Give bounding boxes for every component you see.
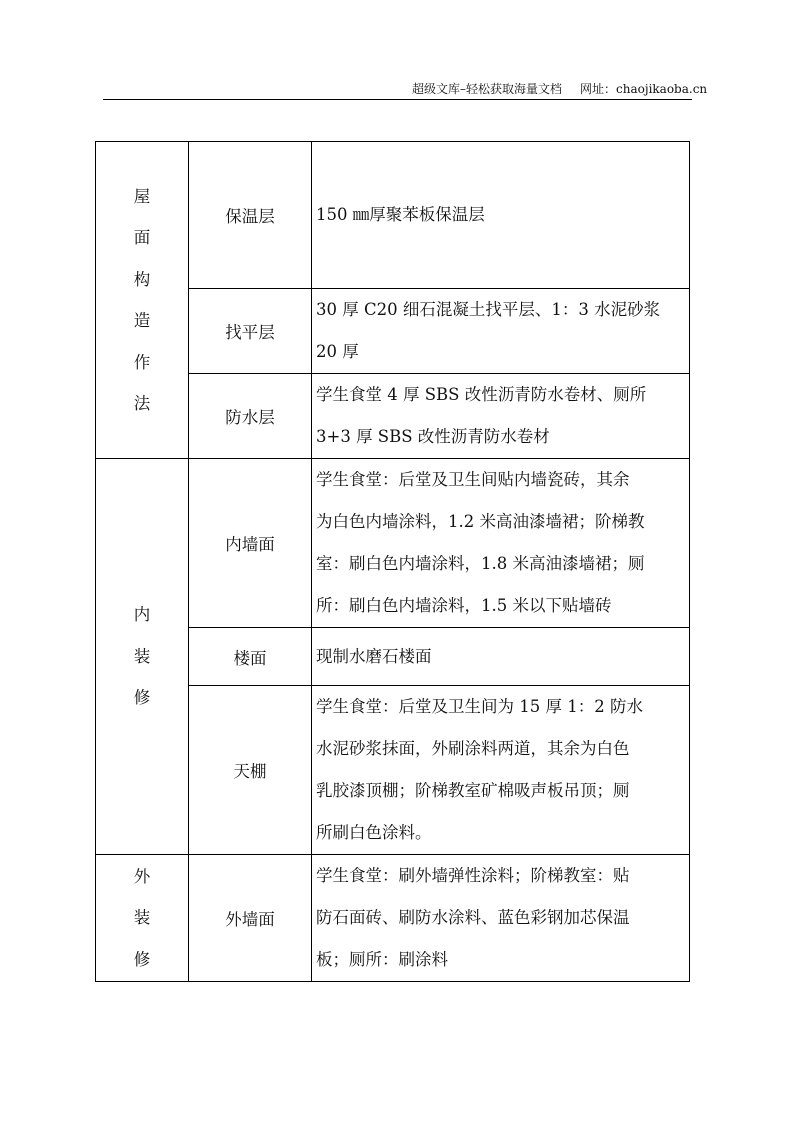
category-char: 装: [133, 908, 151, 928]
category-char: 作: [133, 352, 151, 372]
description-cell: [312, 686, 690, 855]
category-char: 屋: [133, 186, 151, 206]
category-char: 修: [133, 949, 151, 969]
construction-table: [95, 141, 690, 982]
description-line: 所：刷白色内墙涂料，1.5 米以下贴墙砖: [316, 596, 612, 615]
description-line: 现制水磨石楼面: [316, 646, 432, 666]
description-line: 30 厚 C20 细石混凝土找平层、1：3 水泥砂浆: [316, 300, 661, 319]
item-cell: 天棚: [189, 686, 312, 855]
description-line: 室：刷白色内墙涂料，1.8 米高油漆墙裙；厕: [316, 554, 645, 573]
description-line: 学生食堂：刷外墙弹性涂料；阶梯教室：贴: [316, 866, 630, 885]
description-line: 为白色内墙涂料，1.2 米高油漆墙裙；阶梯教: [316, 512, 645, 531]
description-line: 150 ㎜厚聚苯板保温层: [316, 205, 485, 224]
header-divider: [103, 99, 692, 100]
item-cell: 内墙面: [189, 459, 312, 628]
category-char: 法: [133, 394, 151, 413]
item-cell: 防水层: [189, 374, 312, 459]
item-cell: 外墙面: [189, 855, 312, 982]
category-char: 外: [133, 866, 151, 886]
category-cell: [96, 142, 189, 459]
item-cell: 找平层: [189, 289, 312, 374]
category-cell: [96, 459, 189, 855]
category-cell: [96, 855, 189, 982]
description-line: 学生食堂 4 厚 SBS 改性沥青防水卷材、厕所: [316, 385, 647, 404]
description-cell: [312, 855, 690, 982]
description-line: 板；厕所：刷涂料: [316, 950, 448, 969]
category-char: 面: [133, 228, 151, 247]
description-line: 学生食堂：后堂及卫生间贴内墙瓷砖，其余: [316, 470, 630, 489]
description-line: 乳胶漆顶棚；阶梯教室矿棉吸声板吊顶；厕: [316, 781, 630, 800]
description-line: 3+3 厚 SBS 改性沥青防水卷材: [316, 427, 550, 446]
table-row: [96, 142, 690, 289]
description-line: 防石面砖、刷防水涂料、蓝色彩钢加芯保温: [316, 908, 630, 927]
item-cell: 楼面: [189, 628, 312, 686]
category-char: 构: [133, 269, 151, 289]
description-cell: [312, 628, 690, 686]
header-url: 网址：chaojikaoba.cn: [580, 82, 708, 96]
table-row: [96, 459, 690, 628]
category-char: 造: [133, 311, 151, 330]
item-cell: 保温层: [189, 142, 312, 289]
description-cell: [312, 459, 690, 628]
description-cell: [312, 289, 690, 374]
category-char: 修: [133, 688, 151, 708]
category-char: 装: [133, 646, 151, 666]
description-line: 20 厚: [316, 342, 359, 361]
description-cell: [312, 374, 690, 459]
description-line: 学生食堂：后堂及卫生间为 15 厚 1：2 防水: [316, 697, 643, 716]
table-row: [96, 855, 690, 982]
category-char: 内: [133, 605, 151, 625]
page-header: [412, 80, 707, 97]
description-line: 所刷白色涂料。: [316, 823, 432, 842]
description-line: 水泥砂浆抹面，外刷涂料两道，其余为白色: [316, 739, 630, 758]
header-title: 超级文库–轻松获取海量文档: [412, 82, 563, 96]
description-cell: [312, 142, 690, 289]
